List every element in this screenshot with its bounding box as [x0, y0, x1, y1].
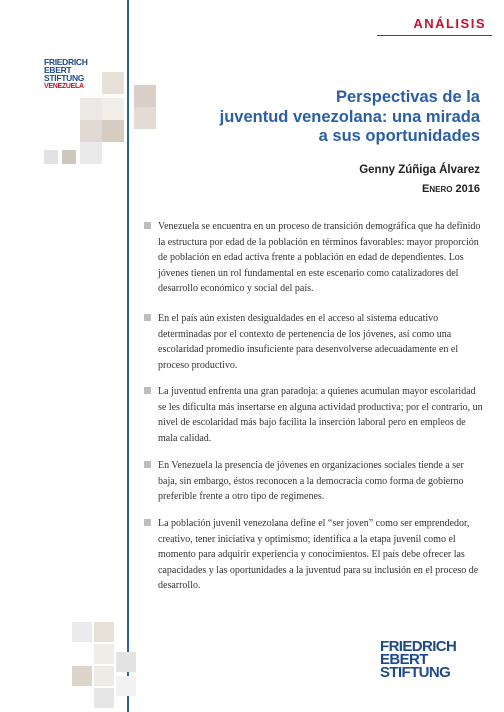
deco-square	[94, 666, 114, 686]
deco-square	[116, 652, 136, 672]
deco-square	[72, 666, 92, 686]
logo-line: EBERT	[380, 651, 428, 668]
logo-line: EBERT	[44, 65, 72, 75]
title-line: juventud venezolana: una mirada	[219, 107, 480, 126]
summary-item	[143, 516, 483, 594]
deco-square	[102, 72, 124, 94]
deco-square	[102, 120, 124, 142]
summary-text: La juventud enfrenta una gran paradoja: a quienes acumulan mayor escolaridad se les dificulta más insertarse en alguna actividad productiva; por el contrario, un nivel de escolaridad más bajo facilita la inserción laboral pero en empleos de mala calidad.	[158, 386, 483, 444]
deco-square	[102, 98, 124, 120]
summary-text: En el país aún existen desigualdades en el acceso al sistema educativo determinadas por el contexto de pertenencia de los jóvenes, así como una escolaridad promedio insuficiente para desenvolverse adecuadamente en el proceso productivo.	[158, 313, 459, 371]
deco-square	[134, 85, 156, 107]
deco-square	[62, 150, 76, 164]
bullet-square-icon	[144, 387, 151, 394]
section-label: ANÁLISIS	[413, 16, 486, 31]
summary-item	[143, 311, 483, 384]
deco-square	[94, 688, 114, 708]
summary-text: En Venezuela la presencia de jóvenes en organizaciones sociales tiende a ser baja, sin embargo, éstos reconocen a la democracia como forma de gobierno preferible frente a otro tipo de regimenes.	[158, 460, 464, 502]
title-line: Perspectivas de la	[335, 88, 480, 106]
logo-line: FRIEDRICH	[380, 638, 457, 655]
summary-item	[143, 219, 483, 311]
bullet-square-icon	[144, 222, 151, 229]
deco-square	[44, 150, 58, 164]
bullet-square-icon	[144, 519, 151, 526]
vertical-rule	[127, 0, 129, 712]
document-title	[200, 88, 480, 147]
bullet-square-icon	[144, 461, 151, 468]
publication-date: Enero 2016	[422, 183, 480, 195]
summary-item	[143, 384, 483, 458]
deco-square	[134, 107, 156, 129]
deco-square	[80, 98, 102, 120]
logo-line: STIFTUNG	[380, 664, 451, 681]
title-line: a sus oportunidades	[318, 127, 480, 145]
section-rule	[377, 35, 492, 36]
author-name: Genny Zúñiga Álvarez	[359, 164, 480, 176]
fes-logo-large	[380, 640, 475, 679]
logo-line: FRIEDRICH	[44, 57, 88, 67]
deco-square	[80, 142, 102, 164]
bullet-square-icon	[144, 314, 151, 321]
summary-list	[143, 219, 483, 594]
summary-item	[143, 458, 483, 516]
deco-square	[72, 622, 92, 642]
deco-square	[94, 622, 114, 642]
logo-line: STIFTUNG	[44, 73, 85, 83]
deco-square	[116, 676, 136, 696]
deco-square	[80, 120, 102, 142]
summary-text: La población juvenil venezolana define el “ser joven” como ser emprendedor, creativo, tener iniciativa y optimismo; identifica a la etapa juvenil como el momento para adquirir experiencia y conocimientos. El país debe ofrecer las capacidades y las oportunidades a la juventud para su inclusión en el proceso de desarrollo.	[158, 518, 479, 591]
deco-square	[94, 644, 114, 664]
summary-text: Venezuela se encuentra en un proceso de transición demográfica que ha definido la estructura por edad de la población en términos favorables: mayor proporción de población en edad activa frente a población en edad de dependientes. Los jóvenes tienen un rol fundamental en este escenario como catalizadores del desarrollo económico y social del país.	[158, 221, 481, 294]
logo-country: VENEZUELA	[44, 83, 84, 90]
